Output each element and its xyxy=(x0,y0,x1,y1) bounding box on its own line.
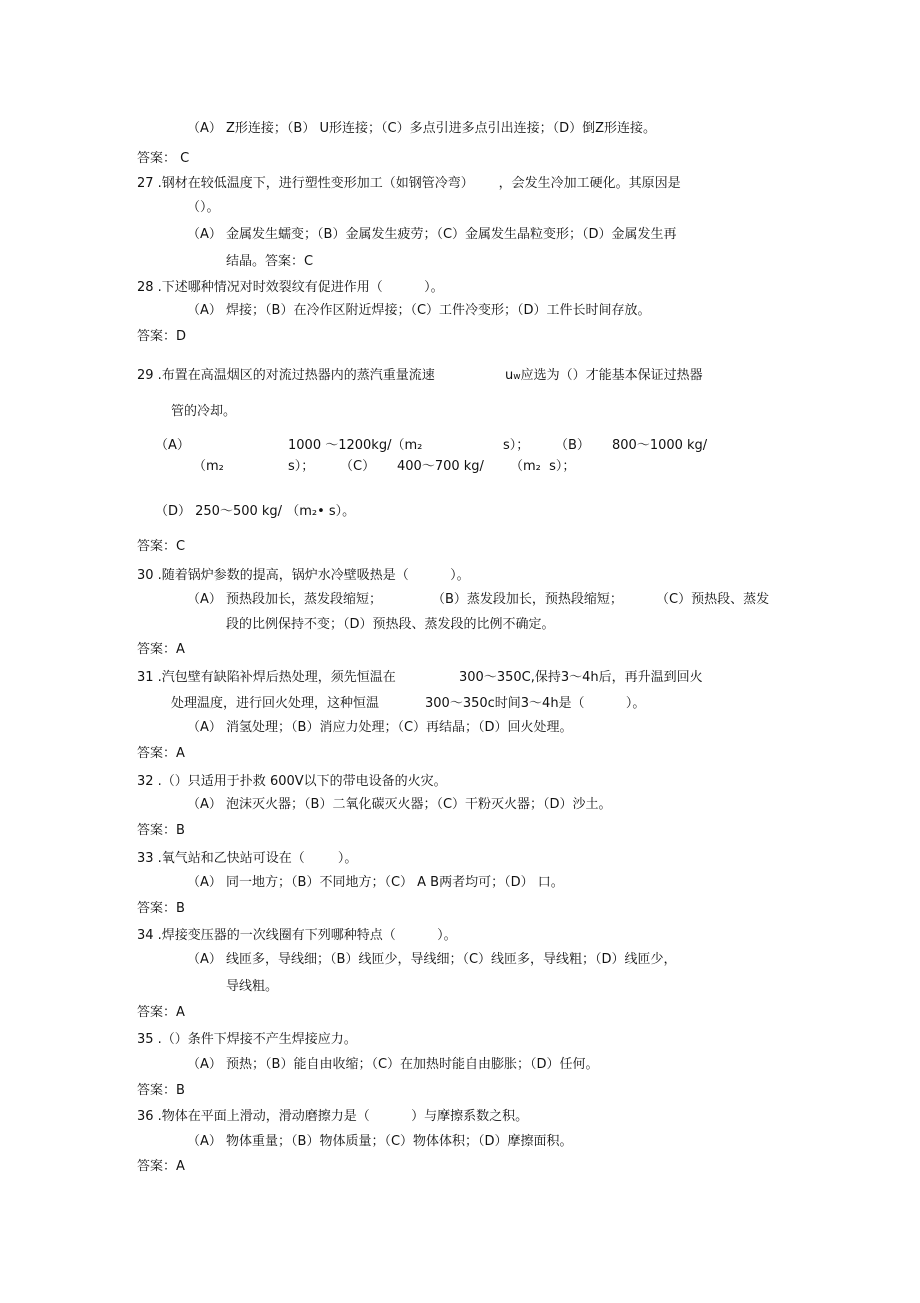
q27-stem-cont: （）。 xyxy=(187,200,220,215)
q27-stem: 27 .钢材在较低温度下，进行塑性变形加工（如钢管冷弯） ，会发生冷加工硬化。其原因是 xyxy=(137,176,681,191)
q29-opt-b-label: （B） xyxy=(555,438,590,453)
q29-opt-a-label: （A） xyxy=(155,438,190,453)
q27-options: （A） 金属发生蠕变；（B）金属发生疲劳；（C）金属发生晶粒变形；（D）金属发生再 xyxy=(187,227,677,242)
q30-option-c: （C）预热段、蒸发 xyxy=(656,592,770,607)
q30-option-a: （A） 预热段加长，蒸发段缩短； xyxy=(187,592,383,607)
q29-opt-b-end: s）； xyxy=(288,459,315,474)
q30-stem: 30 .随着锅炉参数的提高，锅炉水冷壁吸热是（ ）。 xyxy=(137,568,470,583)
q33-options: （A） 同一地方；（B）不同地方；（C） A B两者均可；（D） 口。 xyxy=(187,875,564,890)
q36-stem: 36 .物体在平面上滑动，滑动磨擦力是（ ）与摩擦系数之积。 xyxy=(137,1109,529,1124)
q28-stem: 28 .下述哪种情况对时效裂纹有促进作用（ ）。 xyxy=(137,280,444,295)
q28-answer: 答案：D xyxy=(137,329,187,344)
q35-stem: 35 .（）条件下焊接不产生焊接应力。 xyxy=(137,1032,357,1047)
q26-answer: 答案： C xyxy=(137,151,190,166)
q31-stem-cont: 处理温度，进行回火处理，这种恒温 xyxy=(171,696,380,711)
q29-stem-part2: 应选为（）才能基本保证过热器 xyxy=(520,368,703,383)
q29-opt-b-value: 800～1000 kg/ xyxy=(612,438,708,453)
q31-stem: 31 .汽包壁有缺陷补焊后热处理，须先恒温在 xyxy=(137,670,396,685)
q29-opt-a-end: s）； xyxy=(503,438,530,453)
q34-answer: 答案：A xyxy=(137,1005,185,1020)
q32-answer: 答案：B xyxy=(137,823,185,838)
q29-velocity-symbol xyxy=(505,367,703,386)
q31-options: （A） 消氢处理；（B）消应力处理；（C）再结晶；（D）回火处理。 xyxy=(187,720,573,735)
q29-opt-c-unit: （m₂ s）； xyxy=(510,459,576,474)
q36-options: （A） 物体重量；（B）物体质量；（C）物体体积；（D）摩擦面积。 xyxy=(187,1134,573,1149)
q26-options: （A） Z形连接；（B） U形连接；（C）多点引进多点引出连接；（D）倒Z形连接。 xyxy=(187,121,656,136)
q29-stem xyxy=(137,367,435,385)
q35-options: （A） 预热；（B）能自由收缩；（C）在加热时能自由膨胀；（D）任何。 xyxy=(187,1057,599,1072)
q34-options: （A） 线匝多，导线细；（B）线匝少，导线细；（C）线匝多，导线粗；（D）线匝少， xyxy=(187,952,677,967)
q29-stem-cont: 管的冷却。 xyxy=(171,404,237,419)
q31-stem-part2: 300～350C,保持3～4h后，再升温到回火 xyxy=(459,670,703,685)
q29-opt-b-unit: （m₂ xyxy=(193,459,224,474)
q29-opt-d: （D） 250～500 kg/ （m₂• s）。 xyxy=(155,504,356,519)
q34-stem: 34 .焊接变压器的一次线圈有下列哪种特点（ ）。 xyxy=(137,928,457,943)
q29-opt-a-value: 1000 ～1200kg/（m₂ xyxy=(288,438,423,453)
q30-option-b: （B）蒸发段加长，预热段缩短； xyxy=(432,592,623,607)
q33-answer: 答案：B xyxy=(137,901,185,916)
q34-options-cont: 导线粗。 xyxy=(226,979,279,994)
q29-opt-c-label: （C） xyxy=(340,459,376,474)
q30-answer: 答案：A xyxy=(137,642,185,657)
q31-answer: 答案：A xyxy=(137,746,185,761)
q36-answer: 答案：A xyxy=(137,1159,185,1174)
q29-stem-part1: 29 .布置在高温烟区的对流过热器内的蒸汽重量流速 xyxy=(137,368,435,383)
q32-stem: 32 .（）只适用于扑救 600V以下的带电设备的火灾。 xyxy=(137,774,447,789)
q33-stem: 33 .氧气站和乙快站可设在（ ）。 xyxy=(137,851,358,866)
q30-options-cont: 段的比例保持不变；（D）预热段、蒸发段的比例不确定。 xyxy=(226,617,555,632)
q31-stem-cont-part2: 300～350c时间3～4h是（ ）。 xyxy=(425,696,646,711)
q27-options-cont: 结晶。答案：C xyxy=(226,254,314,269)
q28-options: （A） 焊接；（B）在冷作区附近焊接；（C）工件冷变形；（D）工件长时间存放。 xyxy=(187,303,651,318)
q29-answer: 答案：C xyxy=(137,539,186,554)
q29-w-subscript: w xyxy=(513,372,521,382)
q35-answer: 答案：B xyxy=(137,1083,185,1098)
q32-options: （A） 泡沫灭火器；（B）二氧化碳灭火器；（C）干粉灭火器；（D）沙土。 xyxy=(187,797,612,812)
q29-u: u xyxy=(505,368,514,383)
q29-opt-c-value: 400～700 kg/ xyxy=(397,459,484,474)
